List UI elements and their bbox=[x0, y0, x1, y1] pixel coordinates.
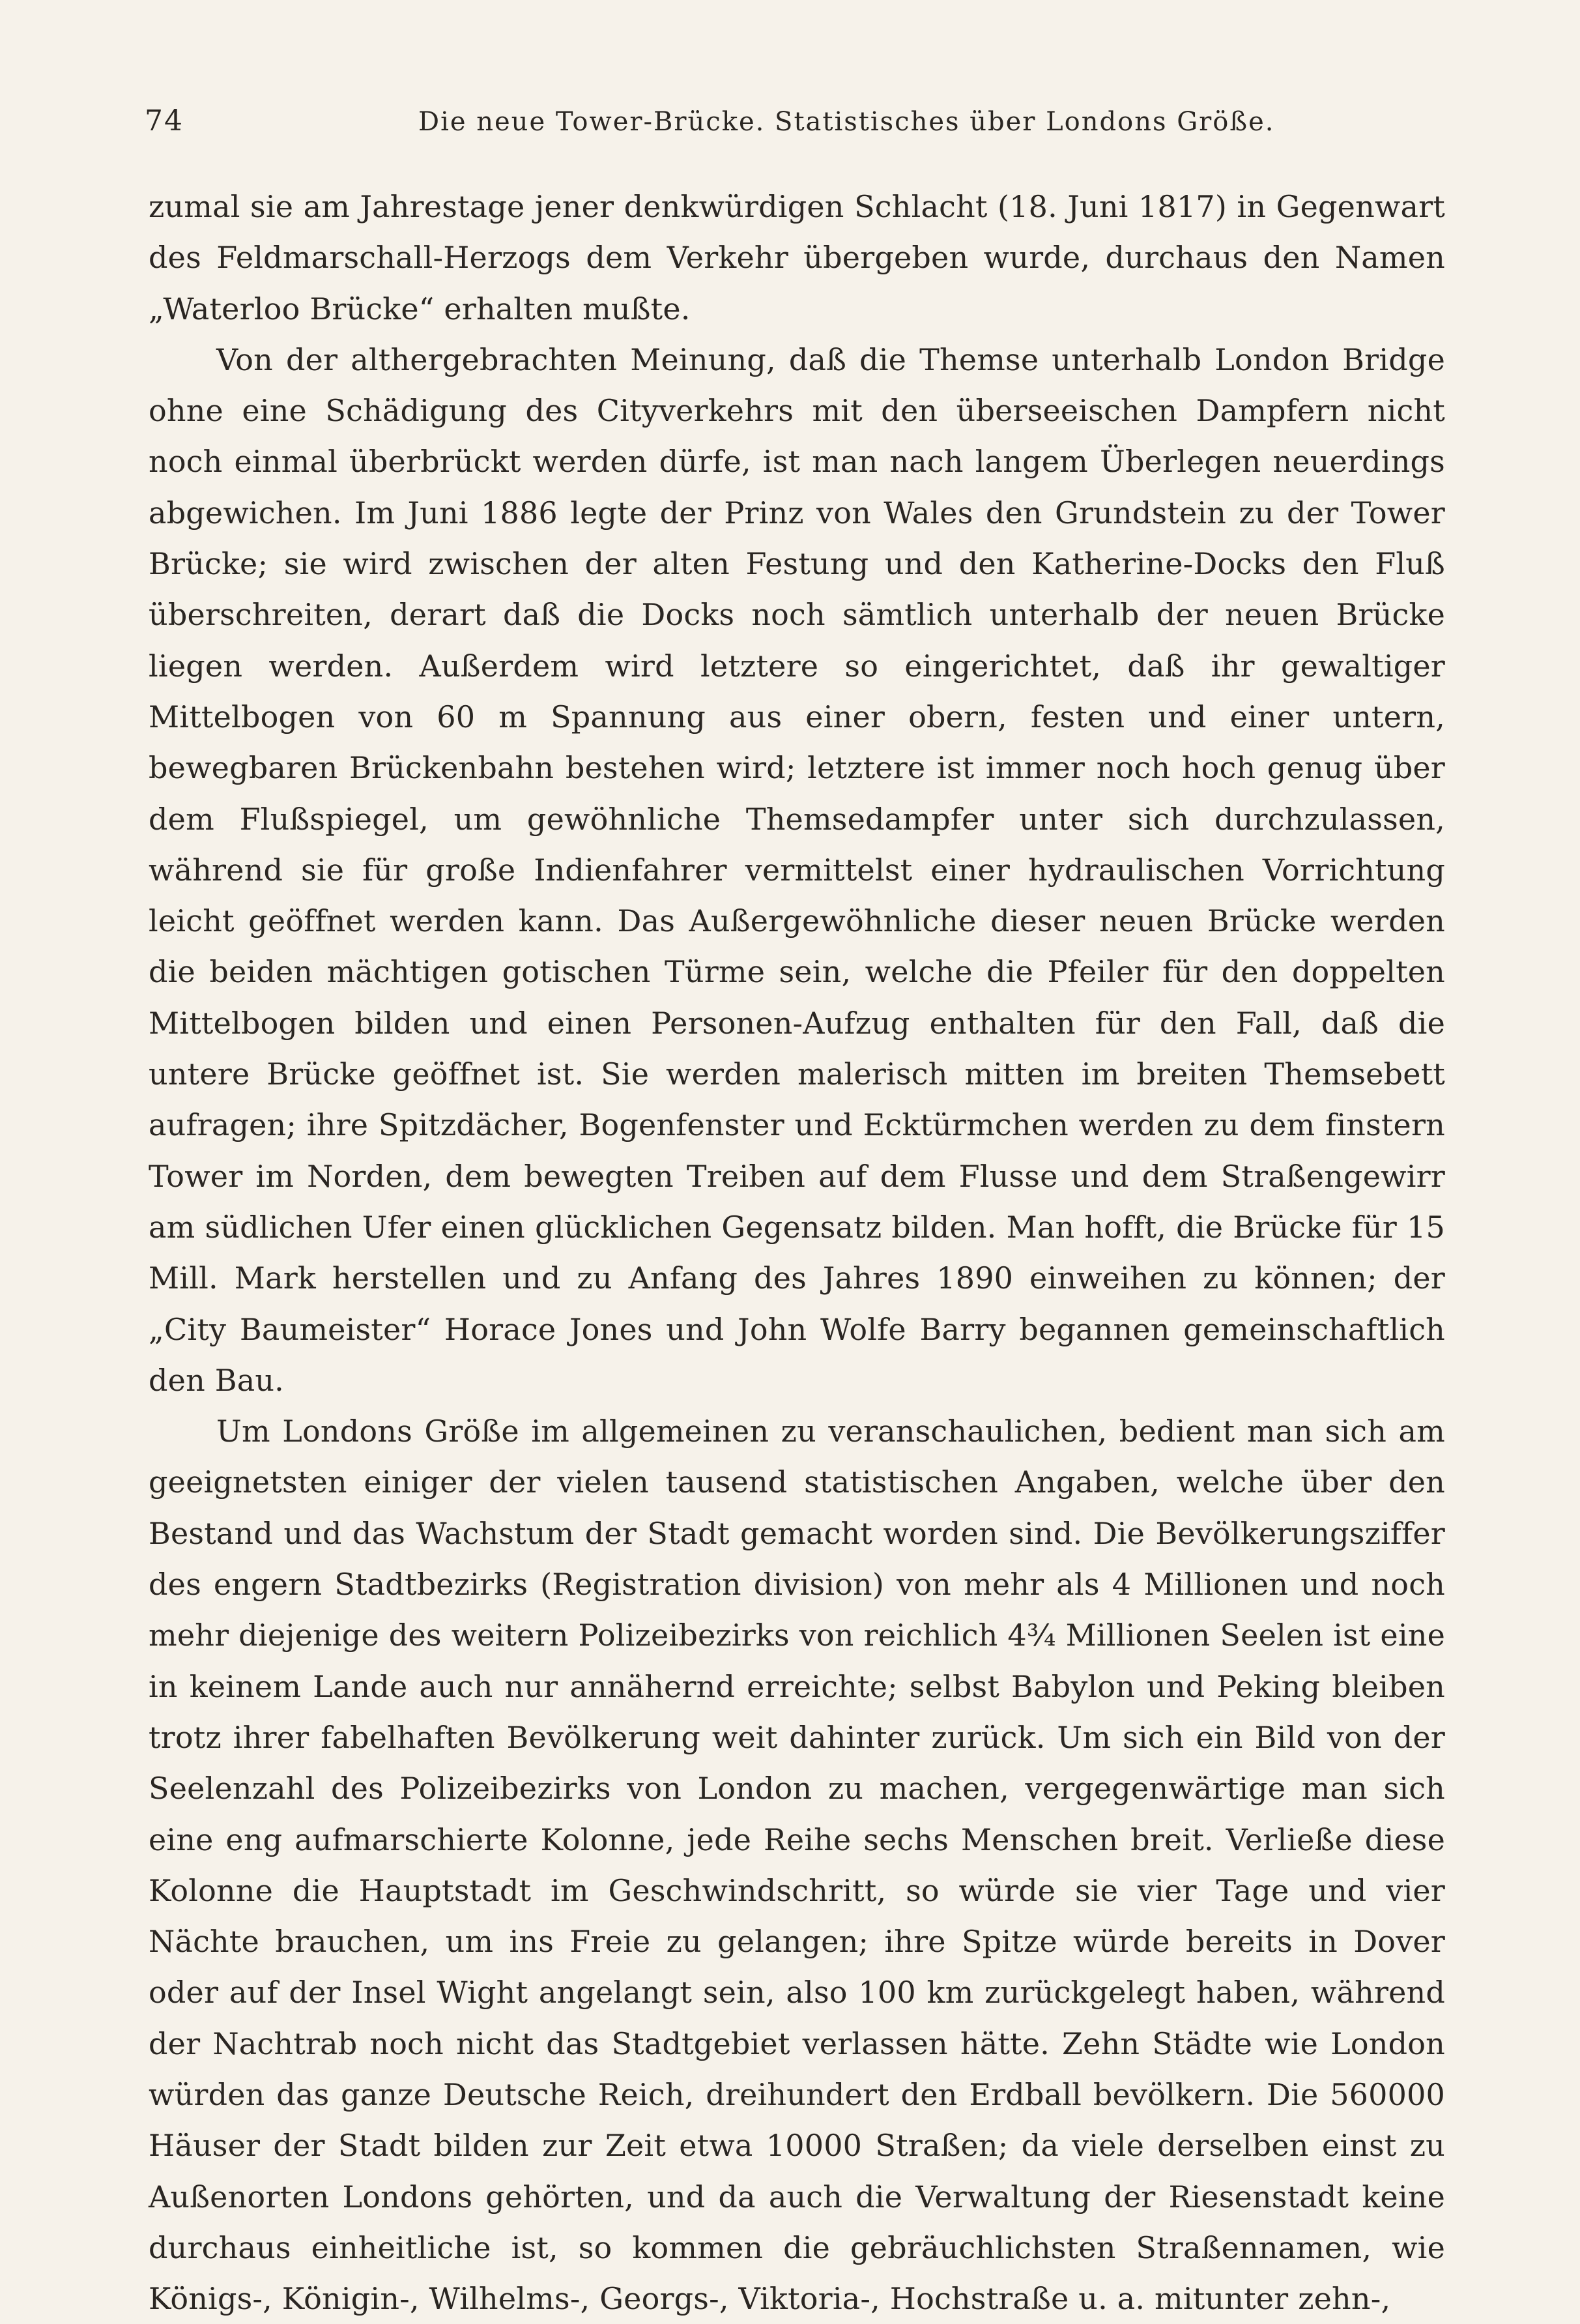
paragraph-2: Von der althergebrachten Meinung, daß die Themse unterhalb London Bridge ohne eine Schädigung des Cityverkehrs mit den überseeischen Dampfern nicht noch einmal überbrückt werden dürfe, ist man nach langem Überlegen neuerdings abgewichen. Im Juni 1886 legte der Prinz von Wales den Grundstein zu der Tower Brücke; sie wird zwischen der alten Festung und den Katherine-Docks den Fluß überschreiten, derart daß die Docks noch sämtlich unterhalb der neuen Brücke liegen werden. Außerdem wird letztere so eingerichtet, daß ihr gewaltiger Mittelbogen von 60 m Spannung aus einer obern, festen und einer untern, bewegbaren Brückenbahn bestehen wird; letztere ist immer noch hoch genug über dem Flußspiegel, um gewöhnliche Themsedampfer unter sich durchzulassen, während sie für große Indienfahrer vermittelst einer hydraulischen Vorrichtung leicht geöffnet werden kann. Das Außergewöhnliche dieser neuen Brücke werden die beiden mächtigen gotischen Türme sein, welche die Pfeiler für den doppelten Mittelbogen bilden und einen Personen-Aufzug enthalten für den Fall, daß die untere Brücke geöffnet ist. Sie werden malerisch mitten im breiten Themsebett aufragen; ihre Spitzdächer, Bogenfenster und Ecktürmchen werden zu dem finstern Tower im Norden, dem bewegten Treiben auf dem Flusse und dem Straßengewirr am südlichen Ufer einen glücklichen Gegensatz bilden. Man hofft, die Brücke für 15 Mill. Mark herstellen und zu Anfang des Jahres 1890 einweihen zu können; der „City Baumeister“ Horace Jones und John Wolfe Barry begannen gemeinschaftlich den Bau. bbox=[149, 341, 1445, 1398]
body-text bbox=[149, 181, 1445, 2324]
page-header bbox=[145, 98, 1441, 150]
paragraph-3: Um Londons Größe im allgemeinen zu veranschaulichen, bedient man sich am geeignetsten einiger der vielen tausend statistischen Angaben, welche über den Bestand und das Wachstum der Stadt gemacht worden sind. Die Bevölkerungsziffer des engern Stadtbezirks (Registration division) von mehr als 4 Millionen und noch mehr diejenige des weitern Polizeibezirks von reichlich 4¾ Millionen Seelen ist eine in keinem Lande auch nur annähernd erreichte; selbst Babylon und Peking bleiben trotz ihrer fabelhaften Bevölkerung weit dahinter zurück. Um sich ein Bild von der Seelenzahl des Polizeibezirks von London zu machen, vergegenwärtige man sich eine eng aufmarschierte Kolonne, jede Reihe sechs Menschen breit. Verließe diese Kolonne die Hauptstadt im Geschwindschritt, so würde sie vier Tage und vier Nächte brauchen, um ins Freie zu gelangen; ihre Spitze würde bereits in Dover oder auf der Insel Wight angelangt sein, also 100 km zurückgelegt haben, während der Nachtrab noch nicht das Stadtgebiet verlassen hätte. Zehn Städte wie London würden das ganze Deutsche Reich, dreihundert den Erdball bevölkern. Die 560000 Häuser der Stadt bilden zur Zeit etwa 10000 Straßen; da viele derselben einst zu Außenorten Londons gehörten, und da auch die Verwaltung der Riesenstadt keine durchaus einheitliche ist, so kommen die gebräuchlichsten Straßennamen, wie Königs-, Königin-, Wilhelms-, Georgs-, Viktoria-, Hochstraße u. a. mitunter zehn-, bbox=[149, 1414, 1445, 2317]
running-title: Die neue Tower-Brücke. Statistisches über Londons Größe. bbox=[418, 107, 1275, 137]
page-number: 74 bbox=[145, 104, 184, 138]
paragraph-1: zumal sie am Jahrestage jener denkwürdigen Schlacht (18. Juni 1817) in Gegenwart des Feldmarschall-Herzogs dem Verkehr übergeben wurde, durchaus den Namen „Waterloo Brücke“ erhalten mußte. bbox=[149, 189, 1445, 327]
